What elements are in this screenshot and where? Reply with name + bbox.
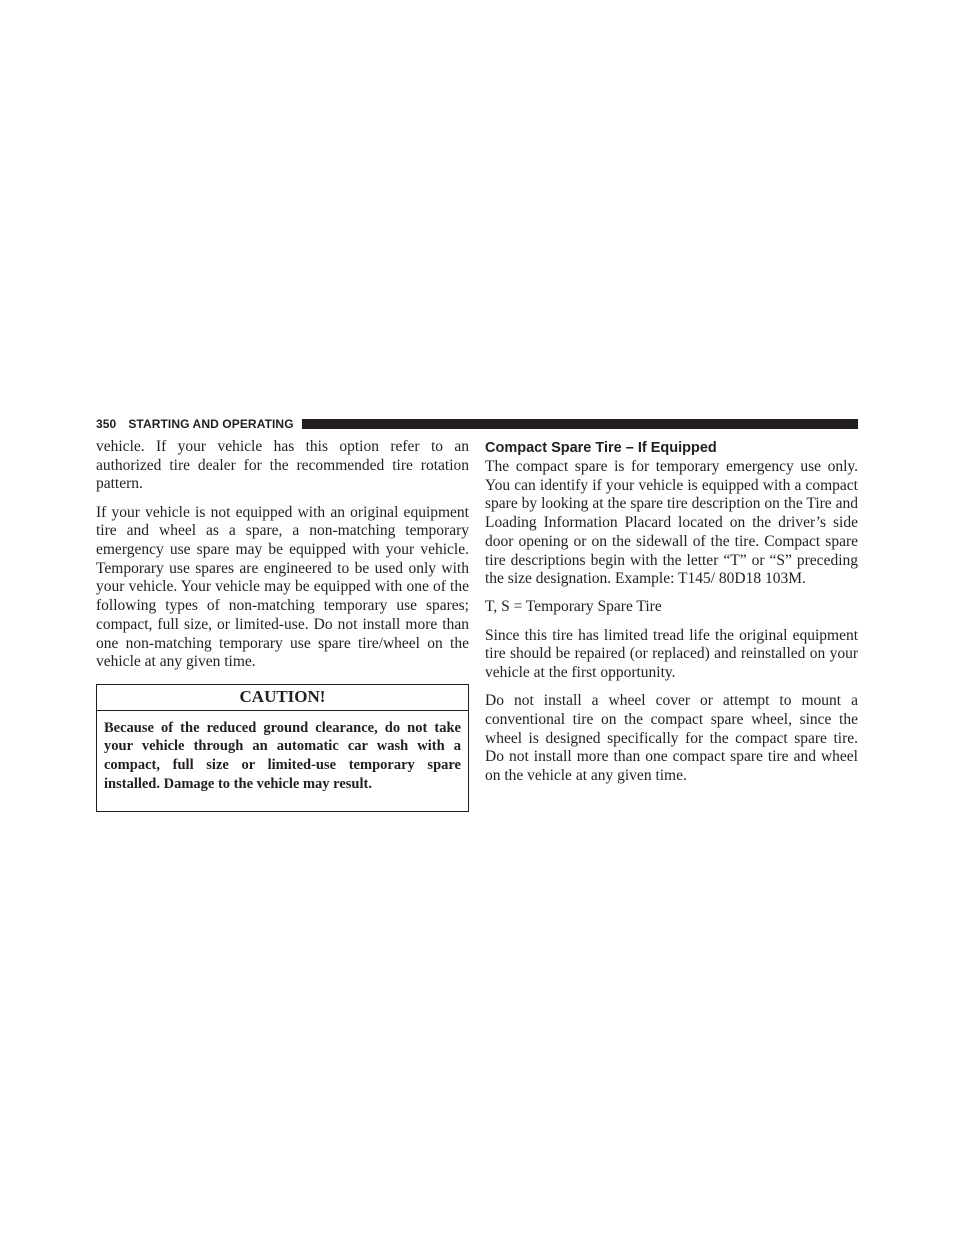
paragraph: T, S = Temporary Spare Tire [485,598,662,616]
paragraph: Since this tire has limited tread life the original equipment tire should be repaired (or replaced) and reinstalled on your vehicle at the first opportunity. [485,626,858,682]
page-number: 350 [96,417,117,431]
page-header [96,417,858,431]
paragraph: If your vehicle is not equipped with an original equipment tire and wheel as a spare, a non-matching temporary emergency use spare may be equipped with your vehicle. Temporary use spares are engineered to be used only with your vehicle. Your vehicle may be equipped with one of the following types of non-matching temporary use spares; compact, full size, or limited-use. Do not install more than one non-matching temporary use spare tire/wheel on the vehicle at any given time. [96,503,469,671]
caution-text: Because of the reduced ground clearance, do not take your vehicle through an automatic car wash with a compact, full size or limited-use temporary spare installed. Damage to the vehicle may result. [104,719,461,792]
section-heading: Compact Spare Tire – If Equipped [485,440,717,456]
header-rule [302,419,858,429]
caution-box [96,684,469,812]
paragraph: Do not install a wheel cover or attempt to mount a conventional tire on the compact spare wheel, since the wheel is designed specifically for the compact spare tire. Do not install more than one compact spare tire and wheel on the vehicle at any given time. [485,692,858,785]
paragraph: vehicle. If your vehicle has this option refer to an authorized tire dealer for the recommended tire rotation pattern. [96,438,469,493]
paragraph: The compact spare is for temporary emergency use only. You can identify if your vehicle is equipped with a compact spare by looking at the spare tire description on the Tire and Loading Information Placard located on the driver’s side door opening or on the sidewall of the tire. Compact spare tire descriptions begin with the letter “T” or “S” preceding the size designation. Example: T145/ 80D18 103M. [485,458,858,588]
right-column [485,438,858,795]
left-column [96,438,469,812]
caution-title: CAUTION! [97,685,468,711]
section-title: STARTING AND OPERATING [128,417,294,431]
